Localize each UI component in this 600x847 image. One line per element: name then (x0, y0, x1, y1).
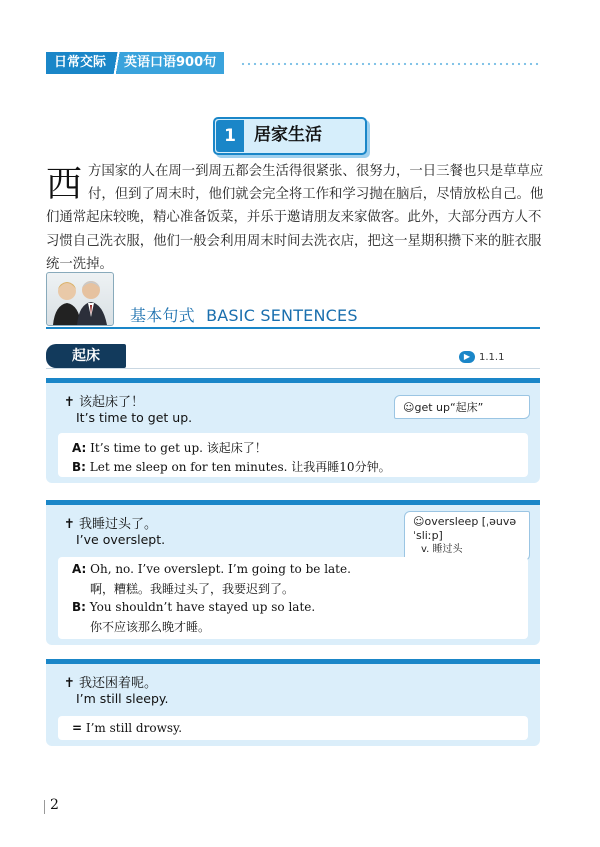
page-number-bar (44, 800, 45, 814)
header-dotted-line (240, 62, 540, 66)
dialogue-line: A: Oh, no. I’ve overslept. I’m going to be late. (72, 562, 351, 576)
sentence-card-2 (46, 500, 540, 645)
presenters-illustration (47, 273, 113, 325)
intro-dropcap: 西 (46, 164, 83, 205)
card-2-english: I’ve overslept. (76, 532, 166, 547)
card-2-chinese: ✝ 我睡过头了。 (64, 517, 158, 532)
note-definition: v. 睡过头 (421, 544, 463, 555)
card-1-chinese: ✝ 该起床了！ (64, 395, 145, 410)
card-3-equivalent (58, 716, 528, 740)
section-number: 1 (216, 120, 244, 152)
dialogue-line: B: Let me sleep on for ten minutes. 让我再睡10分钟。 (72, 460, 391, 474)
card-2-vocab-note (404, 511, 530, 561)
card-1-vocab-note: ☺get up“起床” (394, 395, 530, 419)
dialogue-line: A: It’s time to get up. 该起床了！ (72, 441, 267, 455)
note-term: ☺oversleep [ˌəuvəˈsliːp] (413, 515, 517, 542)
section-title: 居家生活 (254, 125, 322, 145)
card-3-english: I’m still sleepy. (76, 691, 169, 706)
dialogue-translation: 你不应该那么晚才睡。 (90, 620, 211, 634)
dialogue-line: B: You shouldn’t have stayed up so late. (72, 600, 316, 614)
sentence-card-1 (46, 378, 540, 483)
header-tag-secondary: 英语口语900句 (122, 52, 224, 74)
play-icon[interactable]: ▶ (459, 351, 475, 363)
heading-underline (46, 327, 540, 329)
basic-sentences-heading (130, 303, 358, 326)
basic-heading-en: BASIC SENTENCES (206, 306, 358, 325)
track-number: 1.1.1 (479, 351, 505, 363)
card-2-dialogue (58, 557, 528, 639)
dialogue-translation: 啊，糟糕。我睡过头了，我要迟到了。 (90, 582, 295, 596)
equivalent-line: = I’m still drowsy. (72, 721, 183, 735)
audio-track[interactable] (459, 351, 504, 363)
topic-tab: 起床 (46, 344, 126, 368)
presenters-photo (46, 272, 114, 326)
header-tag-primary: 日常交际 (46, 52, 112, 74)
basic-heading-cn: 基本句式 (130, 306, 195, 325)
card-3-chinese: ✝ 我还困着呢。 (64, 676, 158, 691)
sentence-card-3 (46, 659, 540, 746)
intro-text: 方国家的人在周一到周五都会生活得很紧张、很努力，一日三餐也只是草草应付，但到了周末时，他们就会完全将工作和学习抛在脑后，尽情放松自己。他们通常起床较晚，精心准备饭菜，并乐于邀请朋友来家做客。此外，大部分西方人不习惯自己洗衣服，他们一般会利用周末时间去洗衣店，把这一星期积攒下来的脏衣服统一洗掉。 (46, 164, 544, 272)
card-1-english: It’s time to get up. (76, 410, 193, 425)
intro-paragraph (46, 160, 544, 276)
topic-divider (46, 368, 540, 369)
header-separator (112, 52, 122, 74)
page-number: 2 (50, 797, 59, 813)
chapter-header (46, 52, 224, 74)
card-1-dialogue (58, 433, 528, 477)
